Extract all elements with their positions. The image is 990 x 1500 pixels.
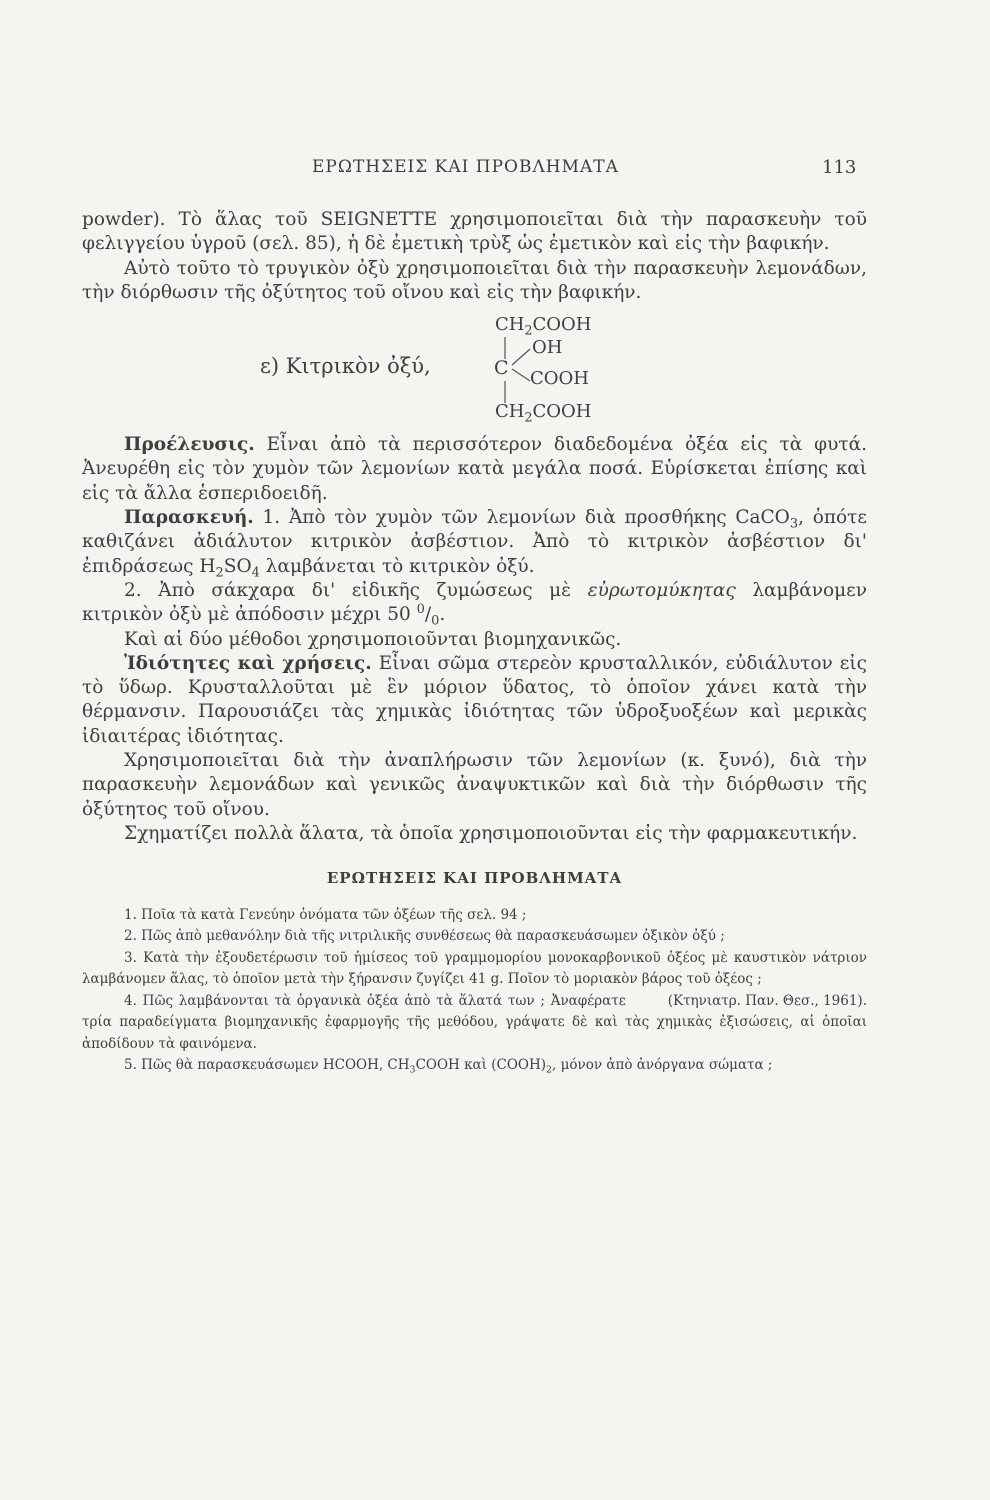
paragraph-properties: Ἰδιότητες καὶ χρήσεις. Εἶναι σῶμα στερεὸν κρυσταλλικόν, εὐδιάλυτον εἰς τὸ ὕδωρ. Κρυσταλλοῦται μὲ ἓν μόριον ὕδατος, τὸ ὁποῖον χάνει κατὰ τὴν θέρμανσιν. Παρουσιάζει τὰς χημικὰς ἰδιότητας τῶν ὑδροξυοξέων καὶ μερικὰς ἰδιαιτέρας ἰδιότητας. bbox=[82, 652, 867, 747]
formula-hydroxyl: OH bbox=[532, 337, 563, 359]
paragraph-uses: Χρησιμοποιεῖται διὰ τὴν ἀναπλήρωσιν τῶν λεμονίων (κ. ξυνό), διὰ τὴν παρασκευὴν λεμονάδων καὶ γενικῶς ἀναψυκτικῶν καὶ διὰ τὴν διόρθωσιν τῆς ὀξύτητος τοῦ οἴνου. bbox=[82, 750, 867, 820]
question-2: 2. Πῶς ἀπὸ μεθανόλην διὰ τῆς νιτριλικῆς συνθέσεως θὰ παρασκευάσωμεν ὀξικὸν ὀξύ ; bbox=[124, 928, 725, 945]
paragraph-origin: Προέλευσις. Εἶναι ἀπὸ τὰ περισσότερον διαδεδομένα ὀξέα εἰς τὰ φυτά. Ἀνευρέθη εἰς τὸν χυμὸν τῶν λεμονίων κατὰ μεγάλα ποσά. Εὑρίσκεται ἐπίσης καὶ εἰς τὰ ἄλλα ἑσπεριδοειδῆ. bbox=[82, 434, 867, 504]
page-body bbox=[82, 208, 867, 1077]
questions-heading: ΕΡΩΤΗΣΕΙΣ ΚΑΙ ΠΡΟΒΛΗΜΑΤΑ bbox=[326, 869, 623, 888]
question-1: 1. Ποῖα τὰ κατὰ Γενεύην ὀνόματα τῶν ὀξέων τῆς σελ. 94 ; bbox=[124, 906, 527, 923]
question-5: 5. Πῶς θὰ παρασκευάσωμεν HCOOH, $CH_3COOH$ καὶ $(COOH)_2$, μόνον ἀπὸ ἀνόργανα σώματα ; bbox=[124, 1057, 773, 1076]
paragraph-preparation-2: 2. Ἀπὸ σάκχαρα δι' εἰδικῆς ζυμώσεως μὲ εὐρωτομύκητας λαμβάνομεν κιτρικὸν ὀξὺ μὲ ἀπόδοσιν μέχρι 50 $^0/_0$. bbox=[82, 579, 867, 629]
citric-acid-formula bbox=[82, 305, 867, 433]
bond-cooh bbox=[512, 369, 530, 381]
paragraph-preparation-1: Παρασκευή. 1. Ἀπὸ τὸν χυμὸν τῶν λεμονίων διὰ προσθήκης CaCO$_3$, ὁπότε καθιζάνει ἀδιάλυτον κιτρικὸν ἀσβέστιον. Ἀπὸ τὸ κιτρικὸν ἀσβέστιον δι' ἐπιδράσεως $H_2SO_4$ λαμβάνεται τὸ κιτρικὸν ὀξύ. bbox=[82, 507, 867, 581]
page-header bbox=[0, 157, 990, 183]
formula-central-carbon: C bbox=[494, 357, 509, 380]
paragraph-tartaric-acid: Αὐτὸ τοῦτο τὸ τρυγικὸν ὀξὺ χρησιμοποιεῖται διὰ τὴν παρασκευὴν λεμονάδων, τὴν διόρθωσιν τῆς ὀξύτητος τοῦ οἴνου καὶ εἰς τὴν βαφικήν. bbox=[82, 257, 867, 303]
question-3: 3. Κατὰ τὴν ἐξουδετέρωσιν τοῦ ἡμίσεος τοῦ γραμμομορίου μονοκαρβονικοῦ ὀξέος μὲ καυστικὸν νάτριον λαμβάνομεν ἅλας, τὸ ὁποῖον μετὰ τὴν ξήρανσιν ζυγίζει 41 g. Ποῖον τὸ μοριακὸν βάρος τοῦ ὀξέος ; (Κτηνιατρ. Παν. Θεσ., 1961). bbox=[82, 948, 867, 991]
formula-carboxyl: COOH bbox=[530, 368, 589, 390]
paragraph-salts: Σχηματίζει πολλὰ ἅλατα, τὰ ὁποῖα χρησιμοποιοῦνται εἰς τὴν φαρμακευτικήν. bbox=[124, 822, 858, 844]
paragraph-seignette: powder). Τὸ ἅλας τοῦ SEIGNETTE χρησιμοποιεῖται διὰ τὴν παρασκευὴν τοῦ φελιγγείου ὑγροῦ (σελ. 85), ἡ δὲ ἐμετικὴ τρὺξ ὡς ἐμετικὸν καὶ εἰς τὴν βαφικήν. bbox=[82, 209, 867, 255]
bond-oh bbox=[512, 349, 530, 365]
page-number: 113 bbox=[822, 157, 857, 178]
formula-bonds bbox=[82, 305, 582, 433]
questions-list bbox=[82, 905, 867, 1077]
paragraph-both-methods: Καὶ αἱ δύο μέθοδοι χρησιμοποιοῦνται βιομηχανικῶς. bbox=[124, 628, 622, 650]
running-title: ΕΡΩΤΗΣΕΙΣ ΚΑΙ ΠΡΟΒΛΗΜΑΤΑ bbox=[312, 157, 619, 177]
formula-bottom-group: $CH_2COOH$ bbox=[495, 401, 592, 425]
formula-label: ε) Κιτρικὸν ὀξύ, bbox=[260, 354, 431, 379]
question-4: 4. Πῶς λαμβάνονται τὰ ὀργανικὰ ὀξέα ἀπὸ τὰ ἅλατά των ; Ἀναφέρατε τρία παραδείγματα βιομηχανικῆς ἐφαρμογῆς τῆς μεθόδου, γράψατε δὲ καὶ τὰς χημικὰς ἐξισώσεις, αἱ ὁποῖαι ἀποδίδουν τὰ φαινόμενα. bbox=[82, 992, 867, 1052]
question-3-reference: (Κτηνιατρ. Παν. Θεσ., 1961). bbox=[667, 992, 867, 1009]
formula-top-group: $CH_2COOH$ bbox=[495, 314, 592, 338]
